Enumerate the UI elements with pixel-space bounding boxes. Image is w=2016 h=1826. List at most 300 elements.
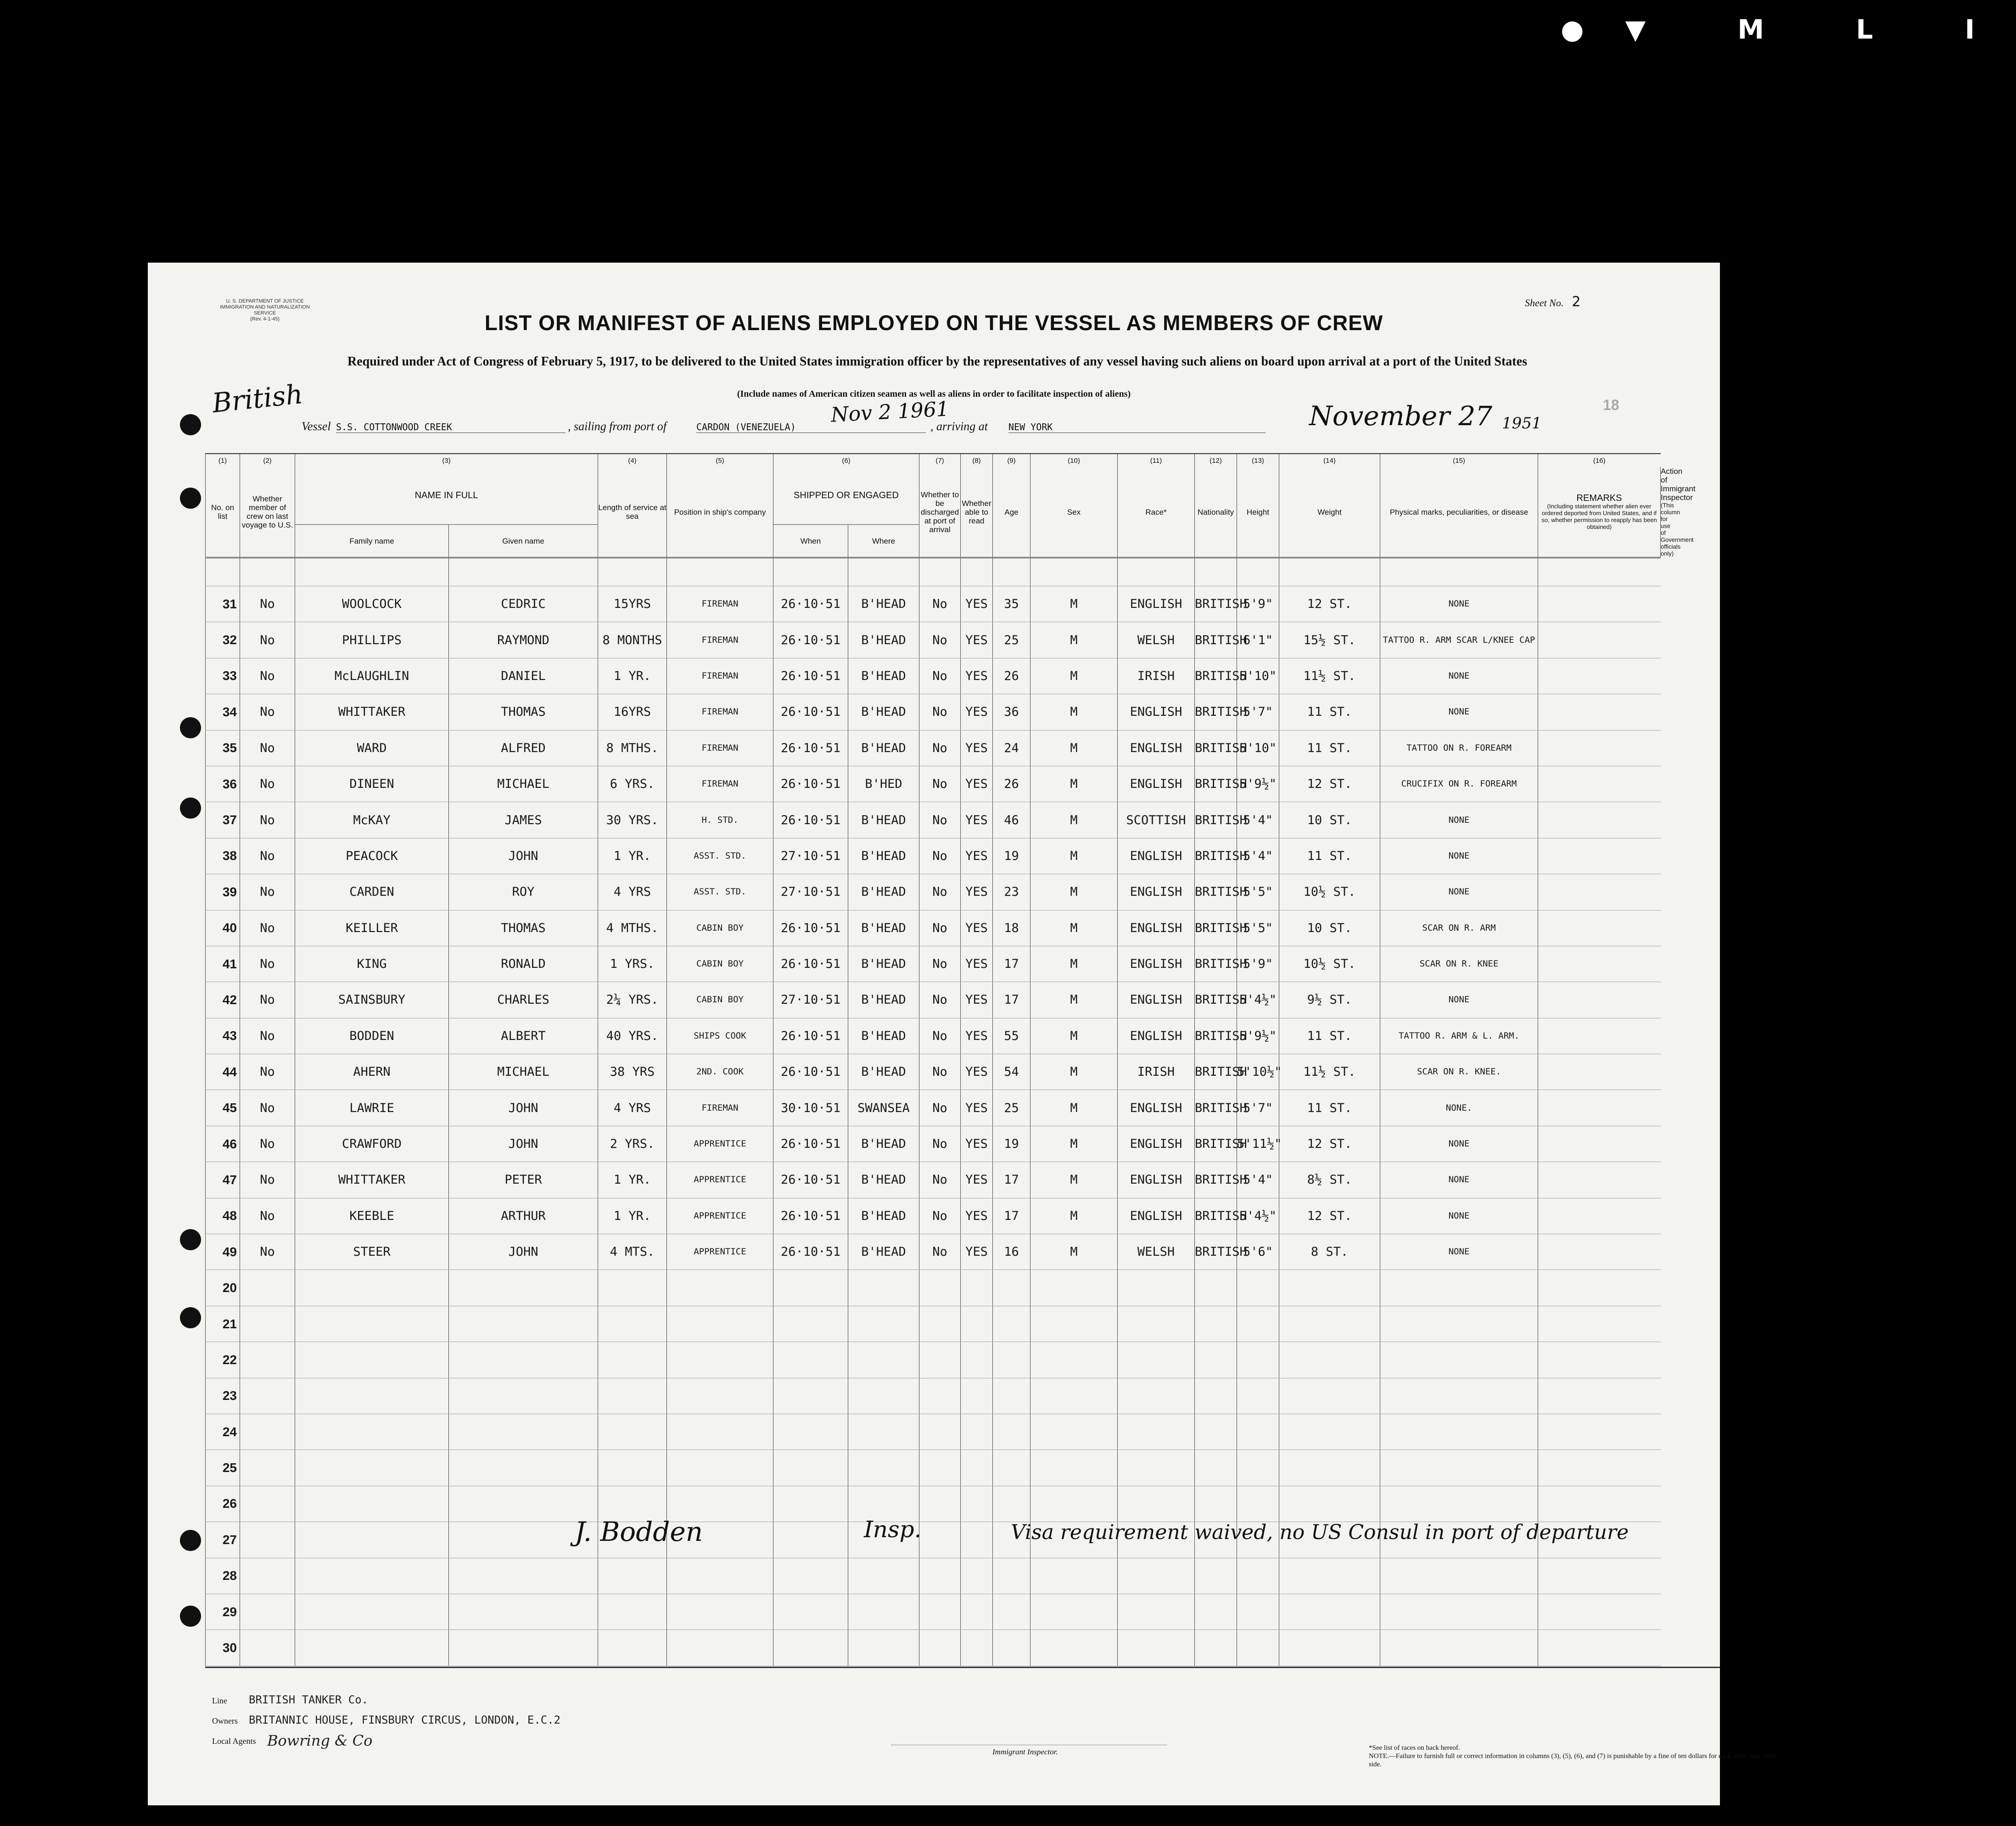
empty-cell [240,1306,295,1342]
empty-cell [449,1558,598,1594]
race: IRISH [1118,1054,1195,1090]
family-name: CARDEN [295,874,449,910]
given-name: JOHN [449,1090,598,1126]
physical-marks: NONE [1380,1198,1538,1234]
position: H. STD. [667,802,773,838]
empty-cell [598,1558,667,1594]
shipped-when: 26·10·51 [773,586,848,622]
empty-cell [919,1342,961,1378]
race: ENGLISH [1118,1126,1195,1162]
header-position: Position in ship's company [667,467,773,558]
empty-cell [1030,1414,1118,1450]
empty-cell [1380,1270,1538,1306]
given-name: ALBERT [449,1018,598,1054]
nationality: BRITISH [1195,1162,1237,1198]
nationality: BRITISH [1195,586,1237,622]
weight: 11 ST. [1279,838,1380,874]
header-given-name: Given name [449,525,598,558]
empty-cell [1195,1306,1237,1342]
empty-cell [598,1414,667,1450]
empty-cell [848,1630,919,1666]
blank-row [206,1450,1661,1486]
empty-cell [1279,1378,1380,1414]
weight: 10 ST. [1279,802,1380,838]
empty-cell [449,1306,598,1342]
sex: M [1030,1162,1118,1198]
position: APPRENTICE [667,1162,773,1198]
physical-marks: TATTOO ON R. FOREARM [1380,730,1538,766]
colnum: (5) [667,454,773,467]
empty-cell [961,1342,993,1378]
shipped-when: 26·10·51 [773,730,848,766]
age: 26 [993,766,1030,802]
last-voyage-member: No [240,766,295,802]
empty-cell [961,1270,993,1306]
line-number: 36 [206,766,240,802]
age: 17 [993,946,1030,982]
punch-hole [180,1530,201,1551]
position: FIREMAN [667,766,773,802]
physical-marks: NONE [1380,1126,1538,1162]
shipped-when: 26·10·51 [773,1234,848,1270]
empty-cell [240,1450,295,1486]
colnum: (9) [993,454,1030,467]
shipped-when: 27·10·51 [773,982,848,1018]
empty-cell [1380,1558,1538,1594]
colnum: (13) [1237,454,1279,467]
given-name: ALFRED [449,730,598,766]
footer-note: *See list of races on back hereof. NOTE.—Failure to furnish full or correct information in columns (3), (5), (6), and (7) is punishable by a fine of ten dollars for each alien. See other side. [1369,1744,1775,1768]
sex: M [1030,910,1118,946]
empty-cell [1118,1630,1195,1666]
punch-hole [180,717,201,738]
empty-cell [961,1450,993,1486]
nationality: BRITISH [1195,766,1237,802]
last-voyage-member: No [240,838,295,874]
family-name: WARD [295,730,449,766]
sex: M [1030,1054,1118,1090]
empty-cell [773,1414,848,1450]
position: FIREMAN [667,694,773,730]
empty-cell [848,1558,919,1594]
physical-marks: NONE [1380,838,1538,874]
empty-cell [961,1306,993,1342]
position: FIREMAN [667,730,773,766]
age: 23 [993,874,1030,910]
table-row [206,1162,1661,1198]
given-name: DANIEL [449,658,598,694]
table-row [206,802,1661,838]
able-to-read: YES [961,694,993,730]
weight: 15½ ST. [1279,622,1380,658]
empty-cell [449,1378,598,1414]
line-number: 40 [206,910,240,946]
length-of-service: 1 YR. [598,1162,667,1198]
length-of-service: 40 YRS. [598,1018,667,1054]
empty-cell [993,1378,1030,1414]
sex: M [1030,1126,1118,1162]
able-to-read: YES [961,1162,993,1198]
physical-marks: CRUCIFIX ON R. FOREARM [1380,766,1538,802]
height: 5'10" [1237,730,1279,766]
empty-cell [961,1558,993,1594]
empty-cell [598,1306,667,1342]
weight: 8½ ST. [1279,1162,1380,1198]
empty-cell [773,1270,848,1306]
physical-marks: NONE [1380,658,1538,694]
empty-cell [295,1270,449,1306]
punch-hole [180,488,201,509]
family-name: WHITTAKER [295,694,449,730]
able-to-read: YES [961,1054,993,1090]
empty-cell [1538,1306,1661,1342]
colnum: (16) [1538,454,1661,467]
weight: 12 ST. [1279,766,1380,802]
sex: M [1030,658,1118,694]
empty-cell [449,1270,598,1306]
nationality: BRITISH [1195,730,1237,766]
nationality: BRITISH [1195,1018,1237,1054]
able-to-read: YES [961,766,993,802]
manifest-sheet [148,263,1775,1805]
colnum: (4) [598,454,667,467]
empty-cell [1030,1558,1118,1594]
empty-cell [848,1342,919,1378]
empty-cell [1195,1450,1237,1486]
shipped-when: 26·10·51 [773,658,848,694]
crew-manifest-table [205,453,1696,1666]
shipped-when: 26·10·51 [773,1126,848,1162]
race: IRISH [1118,658,1195,694]
shipped-when: 26·10·51 [773,622,848,658]
family-name: CRAWFORD [295,1126,449,1162]
empty-cell [773,1342,848,1378]
empty-cell [848,1378,919,1414]
empty-cell [1538,1630,1661,1666]
empty-cell [1380,1630,1538,1666]
empty-cell [1279,1558,1380,1594]
line-number: 47 [206,1162,240,1198]
arrival-year-handwriting: 1951 [1502,414,1542,433]
vessel-name: S.S. COTTONWOOD CREEK [336,421,566,433]
inspector-label: Immigrant Inspector. [992,1747,1058,1756]
remarks [1538,1054,1661,1090]
empty-cell [1195,1594,1237,1629]
given-name: CHARLES [449,982,598,1018]
shipped-where: B'HEAD [848,910,919,946]
master-signature: J. Bodden [575,1516,703,1547]
weight: 10½ ST. [1279,946,1380,982]
empty-cell [295,1558,449,1594]
empty-cell [993,1450,1030,1486]
height: 5'9" [1237,946,1279,982]
table-row [206,982,1661,1018]
remarks [1538,658,1661,694]
line-number: 41 [206,946,240,982]
race: ENGLISH [1118,1090,1195,1126]
header-no-on-list: No. on list [206,467,240,558]
empty-cell [993,1342,1030,1378]
header-remarks-title: REMARKS [1576,493,1622,503]
empty-cell [773,1306,848,1342]
able-to-read: YES [961,622,993,658]
line-number: 25 [206,1450,240,1486]
blank-row [206,1378,1661,1414]
header-race: Race* [1118,467,1195,558]
position: ASST. STD. [667,874,773,910]
empty-cell [919,1594,961,1629]
empty-cell [1237,1486,1279,1522]
race: WELSH [1118,1234,1195,1270]
given-name: MICHAEL [449,766,598,802]
age: 36 [993,694,1030,730]
blank-row [206,1486,1661,1522]
height: 5'10" [1237,658,1279,694]
given-name: RAYMOND [449,622,598,658]
colnum: (8) [961,454,993,467]
empty-cell [1538,1378,1661,1414]
nationality: BRITISH [1195,802,1237,838]
weight: 11½ ST. [1279,658,1380,694]
empty-cell [1030,1270,1118,1306]
empty-cell [1030,1630,1118,1666]
nationality: BRITISH [1195,1054,1237,1090]
height: 6'1" [1237,622,1279,658]
position: FIREMAN [667,622,773,658]
table-row [206,730,1661,766]
empty-cell [1237,1378,1279,1414]
empty-cell [1279,1306,1380,1342]
empty-cell [1118,1558,1195,1594]
to-be-discharged: No [919,838,961,874]
line-number: 27 [206,1522,240,1558]
empty-cell [598,1594,667,1629]
empty-cell [449,1342,598,1378]
family-name: BODDEN [295,1018,449,1054]
empty-cell [773,1630,848,1666]
position: APPRENTICE [667,1198,773,1234]
empty-cell [449,1414,598,1450]
height: 5'9" [1237,586,1279,622]
age: 19 [993,838,1030,874]
weight: 11½ ST. [1279,1054,1380,1090]
shipped-where: B'HEAD [848,838,919,874]
line-number: 37 [206,802,240,838]
to-be-discharged: No [919,910,961,946]
position: FIREMAN [667,1090,773,1126]
family-name: PHILLIPS [295,622,449,658]
remarks [1538,1018,1661,1054]
physical-marks: NONE. [1380,1090,1538,1126]
weight: 11 ST. [1279,1018,1380,1054]
empty-cell [1195,1486,1237,1522]
line-number: 48 [206,1198,240,1234]
physical-marks: NONE [1380,694,1538,730]
stamp-number: 18 [1603,397,1619,413]
age: 46 [993,802,1030,838]
empty-cell [1279,1630,1380,1666]
age: 54 [993,1054,1030,1090]
remarks [1538,1126,1661,1162]
shipped-when: 26·10·51 [773,1054,848,1090]
blank-row [206,1594,1661,1629]
page-title: LIST OR MANIFEST OF ALIENS EMPLOYED ON THE VESSEL AS MEMBERS OF CREW [484,311,1383,335]
length-of-service: 2 YRS. [598,1126,667,1162]
family-name: KING [295,946,449,982]
table-row [206,1126,1661,1162]
empty-cell [449,1450,598,1486]
empty-cell [848,1306,919,1342]
empty-cell [1279,1342,1380,1378]
column-header-row: No. on list Whether member of crew on last voyage to U.S. NAME IN FULL Length of service at sea Position in ship's company SHIPPED OR ENGAGED Whether to be discharged at port of arrival Whether able to read Age Sex Race* Nationality Height Weight Physical marks, peculiarities, or disease REMARKS (Including statement whether alien ever ordered deported from United States, and if so, whether permission to reapply has been obtained) Action of Immigrant Inspector (This column for use of Government officials only) [206,467,1661,525]
table-row [206,874,1661,910]
height: 5'4" [1237,838,1279,874]
colnum: (11) [1118,454,1195,467]
empty-cell [667,1594,773,1629]
to-be-discharged: No [919,1054,961,1090]
line-number: 35 [206,730,240,766]
empty-cell [1030,1450,1118,1486]
family-name: WOOLCOCK [295,586,449,622]
nationality: BRITISH [1195,982,1237,1018]
colnum: (12) [1195,454,1237,467]
empty-cell [295,1630,449,1666]
requirement-text: Required under Act of Congress of February 5, 1917, to be delivered to the United States immigration officer by the representatives of any vessel having such aliens on board upon arrival at a port of the United States [347,354,1527,369]
table-row [206,586,1661,622]
shipped-where: B'HEAD [848,946,919,982]
remarks [1538,982,1661,1018]
empty-cell [240,1594,295,1629]
shipped-when: 27·10·51 [773,874,848,910]
empty-cell [773,1486,848,1522]
to-be-discharged: No [919,586,961,622]
race: ENGLISH [1118,766,1195,802]
position: FIREMAN [667,658,773,694]
height: 5'11½" [1237,1126,1279,1162]
shipped-where: B'HEAD [848,982,919,1018]
empty-cell [993,1558,1030,1594]
table-row [206,766,1661,802]
weight: 12 ST. [1279,586,1380,622]
able-to-read: YES [961,946,993,982]
to-be-discharged: No [919,1126,961,1162]
age: 19 [993,1126,1030,1162]
family-name: McKAY [295,802,449,838]
to-be-discharged: No [919,622,961,658]
empty-cell [1279,1414,1380,1450]
race: ENGLISH [1118,838,1195,874]
empty-cell [848,1270,919,1306]
colnum: (15) [1380,454,1538,467]
shipped-when: 26·10·51 [773,1018,848,1054]
empty-cell [1195,1414,1237,1450]
empty-cell [1030,1594,1118,1629]
table-row [206,946,1661,982]
empty-cell [240,1270,295,1306]
empty-cell [773,1522,848,1558]
empty-cell [667,1450,773,1486]
empty-cell [848,1594,919,1629]
able-to-read: YES [961,1198,993,1234]
able-to-read: YES [961,1090,993,1126]
position: FIREMAN [667,586,773,622]
shipped-when: 26·10·51 [773,946,848,982]
blank-row [206,1558,1661,1594]
sheet-number-label: Sheet No. [1525,297,1564,309]
empty-cell [1538,1270,1661,1306]
empty-cell [449,1594,598,1629]
weight: 10½ ST. [1279,874,1380,910]
sex: M [1030,802,1118,838]
empty-cell [919,1486,961,1522]
shipped-where: B'HEAD [848,694,919,730]
empty-cell [1237,1558,1279,1594]
table-spacer-row [206,558,1661,586]
header-age: Age [993,467,1030,558]
blank-row [206,1342,1661,1378]
height: 5'5" [1237,910,1279,946]
to-be-discharged: No [919,658,961,694]
empty-cell [1030,1342,1118,1378]
given-name: THOMAS [449,694,598,730]
inspector-signature: Insp. [864,1516,922,1543]
empty-cell [1118,1594,1195,1629]
line-number: 23 [206,1378,240,1414]
shipped-where: B'HEAD [848,1234,919,1270]
race: WELSH [1118,622,1195,658]
shipped-when: 26·10·51 [773,694,848,730]
header-when: When [773,525,848,558]
nationality: BRITISH [1195,838,1237,874]
position: ASST. STD. [667,838,773,874]
last-voyage-member: No [240,1126,295,1162]
empty-cell [993,1414,1030,1450]
empty-cell [1538,1594,1661,1629]
empty-cell [295,1486,449,1522]
given-name: THOMAS [449,910,598,946]
empty-cell [993,1594,1030,1629]
sex: M [1030,1198,1118,1234]
empty-cell [295,1414,449,1450]
empty-cell [919,1558,961,1594]
empty-cell [1380,1378,1538,1414]
empty-cell [919,1306,961,1342]
shipped-when: 26·10·51 [773,1198,848,1234]
able-to-read: YES [961,982,993,1018]
vessel-line [302,420,1702,443]
shipped-when: 26·10·51 [773,1162,848,1198]
sex: M [1030,730,1118,766]
line-number: 49 [206,1234,240,1270]
able-to-read: YES [961,586,993,622]
empty-cell [1030,1378,1118,1414]
remarks [1538,730,1661,766]
shipped-where: B'HEAD [848,658,919,694]
punch-hole [180,1229,201,1250]
length-of-service: 15YRS [598,586,667,622]
header-family-name: Family name [295,525,449,558]
table-row [206,1054,1661,1090]
last-voyage-member: No [240,730,295,766]
empty-cell [1380,1486,1538,1522]
able-to-read: YES [961,1126,993,1162]
shipped-when: 27·10·51 [773,838,848,874]
last-voyage-member: No [240,694,295,730]
empty-cell [993,1306,1030,1342]
age: 18 [993,910,1030,946]
sex: M [1030,946,1118,982]
line-number: 33 [206,658,240,694]
